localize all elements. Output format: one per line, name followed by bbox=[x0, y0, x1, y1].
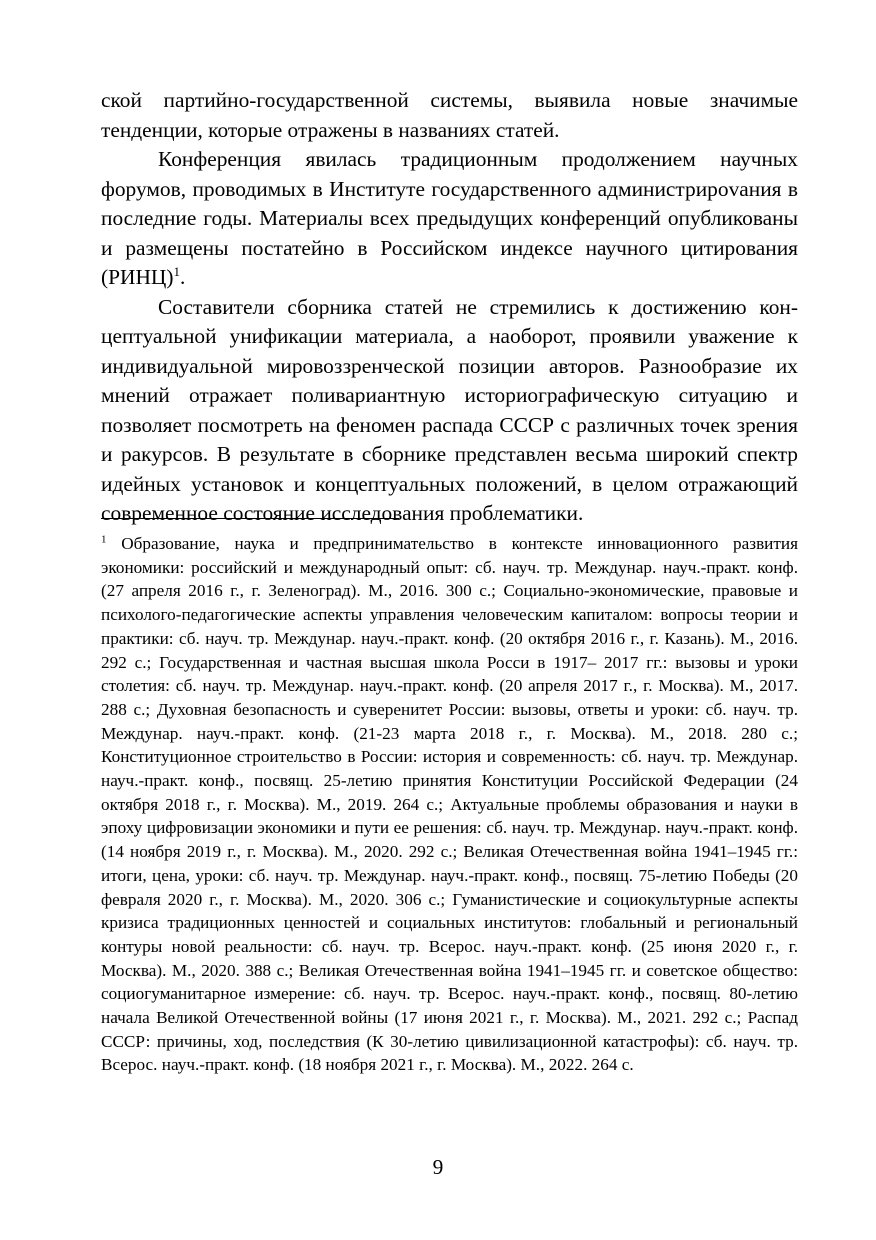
paragraph-2-text: Конференция явилась традиционным продолжением научных форумов, проводимых в Институте государственного администрироvания в последние годы. Материалы всех предыдущих конференций опубликованы и размещены постатейно в Российском индексе научного цитирования (РИНЦ) bbox=[101, 147, 798, 289]
footnote-reference: 1 bbox=[173, 263, 180, 279]
paragraph-3: Составители сборника статей не стремились к достижению концептуальной унификации материала, а наоборот, проявили уважение к индивидуальной мировоззренческой позиции авторов. Разнообразие их мнений отражает поливариантную историографическую ситуацию и позволяет посмотреть на феномен распада СССР с различных точек зрения и ракурсов. В результате в сборнике представлен весьма широкий спектр идейных установок и концептуальных положений, в целом отражающий современное состояние исследования проблематики. bbox=[101, 294, 798, 525]
footnote-marker: 1 bbox=[101, 533, 107, 546]
page-number: 9 bbox=[432, 1155, 444, 1179]
footnote-separator bbox=[101, 518, 399, 519]
paragraph-1: ской партийно-государственной системы, выявила новые значимые тенденции, которые отражены в названиях статей. bbox=[101, 88, 798, 142]
footnote-text: Образование, наука и предпринимательство в контексте инновационного развития экономики: российский и международный опыт: сб. науч. тр. Междунар. науч.-практ. конф. (27 апреля 2016 г., г. Зеленоград). М., 2016. 300 с.; Социально-экономические, правовые и психолого-педагогические аспекты управления человеческим капиталом: вопросы теории и практики: сб. науч. тр. Междунар. науч.-практ. конф. (20 октября 2016 г., г. Казань). М., 2016. 292 с.; Государственная и частная высшая школа Росси в 1917– 2017 гг.: вызовы и уроки столетия: сб. науч. тр. Междунар. науч.-практ. конф. (20 апреля 2017 г., г. Москва). М., 2017. 288 с.; Духовная безопасность и суверенитет России: вызовы, ответы и уроки: сб. науч. тр. Междунар. науч.-практ. конф. (21-23 марта 2018 г., г. Москва). М., 2018. 280 с.; Конституционное строительство в России: история и современность: сб. науч. тр. Междунар. науч.-практ. конф., посвящ. 25-летию принятия Конституции Российской Федерации (24 октября 2018 г., г. Москва). М., 2019. 264 с.; Актуальные проблемы образования и науки в эпоху цифровизации экономики и пути ее решения: сб. науч. тр. Междунар. науч.-практ. конф. (14 ноября 2019 г., г. Москва). М., 2020. 292 с.; Великая Отечественная война 1941–1945 гг.: итоги, цена, уроки: сб. науч. тр. Междунар. науч.-практ. конф., посвящ. 75-летию Победы (20 февраля 2020 г., г. Москва). М., 2020. 306 с.; Гуманистические и социокультурные аспекты кризиса традиционных ценностей и социальных институтов: глобальный и региональный контуры новой реальности: сб. науч. тр. Всерос. науч.-практ. конф. (25 июня 2020 г., г. Москва). М., 2020. 388 с.; Великая Отечественная война 1941–1945 гг. и советское общество: социогуманитарное измерение: сб. науч. тр. Всерос. науч.-практ. конф., посвящ. 80-летию начала Великой Отечественной войны (17 июня 2021 г., г. Москва). М., 2021. 292 с.; Распад СССР: причины, ход, последствия (К 30-летию цивилизационной катастрофы): сб. науч. тр. Всерос. науч.-практ. конф. (18 ноября 2021 г., г. Москва). М., 2022. 264 с. bbox=[101, 534, 798, 1075]
main-text bbox=[101, 86, 798, 529]
paragraph-2 bbox=[101, 145, 798, 293]
footnote bbox=[101, 532, 798, 1077]
paragraph-2-end: . bbox=[180, 265, 186, 289]
